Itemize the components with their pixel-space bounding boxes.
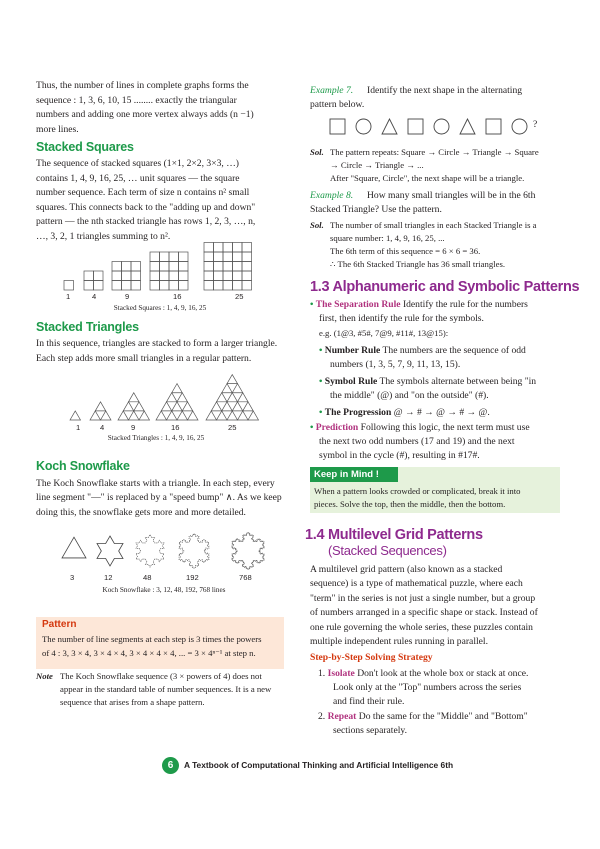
progression-text: @ → # → @ → # → @. — [393, 407, 490, 418]
squares-line: contains 1, 4, 9, 16, 25, … unit squares — the square — [36, 173, 240, 184]
pattern-line: The number of line segments at each step is 3 times the powers — [42, 634, 262, 644]
small-triangle — [217, 393, 228, 402]
intro-line: sequence : 1, 3, 6, 10, 15 ........ exactly the triangular — [36, 95, 237, 106]
koch-line: The Koch Snowflake starts with a triangle. In each step, every — [36, 478, 275, 489]
step2-title: Repeat — [327, 711, 357, 722]
grid-cell — [242, 271, 252, 281]
small-triangle — [70, 411, 81, 420]
step2-number: 2. — [318, 711, 326, 722]
example8-sol-label: Sol. — [310, 220, 324, 230]
example8-sol-line: The 6th term of this sequence = 6 × 6 = 36. — [330, 246, 481, 256]
triangle-label: 9 — [131, 423, 136, 432]
section14-line: "term" in the series is not just a single number, but a group — [310, 593, 536, 604]
grid-cell — [204, 243, 214, 253]
bullet-icon: • — [319, 407, 323, 418]
koch-label: 768 — [239, 573, 252, 582]
square-label: 4 — [92, 292, 97, 301]
small-triangle — [167, 393, 178, 402]
grid-cell — [150, 252, 160, 262]
grid-cell — [223, 243, 233, 253]
grid-cell — [223, 262, 233, 272]
book-title: A Textbook of Computational Thinking and Artificial Intelligence 6th — [184, 760, 454, 770]
example8-sol-line: The number of small triangles in each Stacked Triangle is a — [330, 220, 537, 230]
grid-cell — [204, 262, 214, 272]
section-1-4-heading: 1.4 Multilevel Grid Patterns — [305, 527, 483, 543]
grid-cell — [112, 262, 122, 272]
grid-cell — [150, 262, 160, 272]
koch-label: 48 — [143, 573, 152, 582]
small-triangle — [123, 402, 134, 411]
section14-line: sequence) is a type of mathematical puzzle, where each — [310, 578, 523, 589]
small-triangle — [188, 411, 199, 420]
circle-shape — [356, 119, 371, 134]
prediction-item — [310, 421, 530, 436]
koch-line: doing this, the snowflake gets more and more detailed. — [36, 507, 246, 518]
square-shape — [330, 119, 345, 134]
small-triangle — [238, 411, 249, 420]
square-label: 25 — [235, 292, 244, 301]
grid-cell — [214, 271, 224, 281]
separation-line: first, then identify the rule for the symbols. — [319, 313, 484, 324]
grid-cell — [150, 281, 160, 291]
example8-sol-line: square number: 1, 4, 9, 16, 25, ... — [330, 233, 445, 243]
grid-cell — [233, 281, 243, 291]
grid-cell — [160, 281, 170, 291]
number-rule-line: numbers (1, 3, 5, 7, 9, 11, 13, 15). — [330, 359, 461, 370]
separation-rule-title: The Separation Rule — [315, 299, 401, 310]
example7-sol-line: → Circle → Triangle → ... — [330, 160, 424, 170]
prediction-text: Following this logic, the next term must use — [360, 422, 530, 433]
triangle-label: 16 — [171, 423, 180, 432]
step2-text: Do the same for the "Middle" and "Bottom" — [358, 711, 528, 722]
section14-line: multiple independent rules running in parallel. — [310, 636, 488, 647]
small-triangle — [227, 393, 238, 402]
example7-line: Identify the next shape in the alternating — [367, 85, 523, 96]
triangles-line: Each step adds more small triangles in a regular pattern. — [36, 353, 252, 364]
small-triangle — [248, 411, 259, 420]
note-line: sequence that arises from a shape pattern. — [60, 697, 205, 707]
separation-rule-item — [310, 298, 528, 313]
koch-line: line segment "—" is replaced by a "speed bump" ∧. As we keep — [36, 492, 282, 503]
stacked-squares-caption: Stacked Squares : 1, 4, 9, 16, 25 — [113, 304, 207, 312]
small-triangle — [90, 411, 101, 420]
grid-cell — [204, 271, 214, 281]
square-label: 16 — [173, 292, 182, 301]
section-1-3-heading: 1.3 Alphanumeric and Symbolic Patterns — [310, 279, 580, 295]
grid-cell — [179, 281, 189, 291]
grid-cell — [131, 262, 141, 272]
grid-cell — [242, 243, 252, 253]
grid-cell — [179, 262, 189, 272]
koch-labels — [0, 573, 300, 585]
grid-cell — [214, 262, 224, 272]
squares-line: The sequence of stacked squares (1×1, 2×2, 3×3, …) — [36, 158, 239, 169]
grid-cell — [242, 262, 252, 272]
strategy-heading: Step-by-Step Solving Strategy — [310, 652, 433, 663]
number-rule-item — [319, 344, 526, 359]
grid-cell — [223, 271, 233, 281]
grid-cell — [214, 252, 224, 262]
stacked-squares-figure — [60, 240, 270, 292]
triangle-shape — [460, 119, 475, 134]
grid-cell — [94, 271, 104, 281]
koch-snowflake — [62, 537, 86, 558]
intro-line: Thus, the number of lines in complete graphs forms the — [36, 80, 249, 91]
small-triangle — [217, 411, 228, 420]
prediction-line: the next two odd numbers (17 and 19) and the next — [319, 436, 515, 447]
small-triangle — [129, 393, 140, 402]
bullet-icon: • — [310, 422, 314, 433]
small-triangle — [129, 411, 140, 420]
grid-cell — [112, 281, 122, 291]
stacked-triangles-caption: Stacked Triangles : 1, 4, 9, 16, 25 — [107, 434, 205, 442]
small-triangle — [172, 402, 183, 411]
example7-line: pattern below. — [310, 99, 365, 110]
pattern-label: Pattern — [42, 619, 77, 630]
section14-line: A multilevel grid pattern (also known as a stacked — [310, 564, 503, 575]
keep-in-mind-line: When a pattern looks crowded or complicated, break it into — [314, 486, 521, 496]
pattern-line: of 4 : 3, 3 × 4, 3 × 4 × 4, 3 × 4 × 4 × 4, ... = 3 × 4ⁿ⁻¹ at step n. — [42, 648, 256, 658]
progression-item — [319, 406, 490, 421]
squares-line: pattern — the nth stacked triangle has rows 1, 2, 3, …, n, — [36, 216, 256, 227]
pattern-box — [36, 617, 284, 669]
symbol-rule-item — [319, 375, 536, 390]
grid-cell — [179, 252, 189, 262]
grid-cell — [169, 252, 179, 262]
step2-item — [318, 710, 528, 725]
intro-line: more lines. — [36, 124, 79, 135]
triangle-shape — [382, 119, 397, 134]
note-line: The Koch Snowflake sequence (3 × powers of 4) does not — [60, 671, 262, 681]
koch-snowflake-figure — [50, 527, 290, 573]
small-triangle — [95, 402, 106, 411]
grid-cell — [233, 262, 243, 272]
heading-stacked-triangles: Stacked Triangles — [36, 320, 139, 334]
koch-label: 192 — [186, 573, 199, 582]
grid-cell — [84, 281, 94, 291]
koch-label: 12 — [104, 573, 113, 582]
separation-rule-text: Identify the rule for the numbers — [402, 299, 528, 310]
example7-sol-line: The pattern repeats: Square → Circle → Triangle → Square — [330, 147, 539, 157]
note-label: Note — [36, 671, 53, 681]
koch-snowflake — [179, 534, 209, 569]
small-triangle — [177, 411, 188, 420]
koch-snowflake — [232, 533, 264, 570]
koch-caption: Koch Snowflake : 3, 12, 48, 192, 768 lines — [102, 586, 226, 594]
example7-label: Example 7. — [310, 85, 354, 96]
koch-snowflake — [136, 535, 164, 567]
grid-cell — [214, 281, 224, 291]
step1-number: 1. — [318, 668, 326, 679]
heading-koch-snowflake: Koch Snowflake — [36, 459, 130, 473]
grid-cell — [179, 271, 189, 281]
triangles-line: In this sequence, triangles are stacked to form a larger triangle. — [36, 338, 278, 349]
example8-sol-line: ∴ The 6th Stacked Triangle has 36 small triangles. — [330, 259, 505, 269]
grid-cell — [233, 243, 243, 253]
step1-text: Don't look at the whole box or stack at once. — [357, 668, 529, 679]
small-triangle — [222, 402, 233, 411]
keep-in-mind-label: Keep in Mind ! — [310, 467, 398, 482]
prediction-line: symbol in the cycle (#), resulting in #17#. — [319, 450, 480, 461]
small-triangle — [101, 411, 112, 420]
grid-cell — [131, 281, 141, 291]
small-triangle — [243, 402, 254, 411]
step1-line: Look only at the "Top" numbers across the series — [333, 682, 522, 693]
small-triangle — [139, 411, 150, 420]
triangle-label: 4 — [100, 423, 105, 432]
step1-line: and find their rule. — [333, 696, 405, 707]
square-shape — [408, 119, 423, 134]
small-triangle — [211, 402, 222, 411]
progression-title: The Progression — [324, 407, 392, 418]
grid-cell — [233, 252, 243, 262]
grid-cell — [169, 281, 179, 291]
grid-cell — [94, 281, 104, 291]
small-triangle — [118, 411, 129, 420]
square-label: 9 — [125, 292, 130, 301]
bullet-icon: • — [319, 376, 323, 387]
step2-line: sections separately. — [333, 725, 407, 736]
grid-cell — [204, 252, 214, 262]
squares-line: …, 3, 2, 1 triangles summing to n². — [36, 231, 171, 242]
grid-cell — [64, 281, 74, 291]
prediction-title: Prediction — [315, 422, 359, 433]
small-triangle — [227, 411, 238, 420]
grid-cell — [233, 271, 243, 281]
page-number: 6 — [162, 757, 179, 774]
symbol-rule-line: the middle" (@) and "on the outside" (#). — [330, 390, 489, 401]
grid-cell — [131, 271, 141, 281]
stacked-triangles-figure — [60, 370, 280, 422]
squares-line: squares. This connects back to the "adding up and down" — [36, 202, 256, 213]
grid-cell — [223, 252, 233, 262]
keep-in-mind-line: pieces. Solve the top, then the middle, then the bottom. — [314, 499, 506, 509]
grid-cell — [160, 271, 170, 281]
example7-sol-line: After "Square, Circle", the next shape will be a triangle. — [330, 173, 525, 183]
grid-cell — [160, 252, 170, 262]
circle-shape — [434, 119, 449, 134]
grid-cell — [242, 281, 252, 291]
shape-question-mark: ? — [533, 119, 538, 130]
number-rule-title: Number Rule — [324, 345, 381, 356]
step1-title: Isolate — [327, 668, 355, 679]
example8-line: How many small triangles will be in the 6th — [367, 190, 536, 201]
example8-line: Stacked Triangle? Use the pattern. — [310, 204, 442, 215]
grid-cell — [223, 281, 233, 291]
section-1-4-subheading: (Stacked Sequences) — [328, 543, 447, 558]
section14-line: one rule governing the whole series, these puzzles contain — [310, 622, 533, 633]
intro-line: numbers and adding one more vertex always adds (n −1) — [36, 109, 254, 120]
small-triangle — [156, 411, 167, 420]
square-label: 1 — [66, 292, 71, 301]
bullet-icon: • — [319, 345, 323, 356]
small-triangle — [232, 402, 243, 411]
symbol-rule-title: Symbol Rule — [324, 376, 378, 387]
section14-line: of numbers arranged in a specific shape or stack. Instead of — [310, 607, 538, 618]
alternating-shapes-figure — [326, 116, 546, 138]
heading-stacked-squares: Stacked Squares — [36, 140, 134, 154]
grid-cell — [122, 281, 132, 291]
koch-label: 3 — [70, 573, 75, 582]
grid-cell — [122, 262, 132, 272]
separation-example: e.g. (1@3, #5#, 7@9, #11#, 13@15): — [319, 328, 449, 338]
example8-label: Example 8. — [310, 190, 354, 201]
step1-item — [318, 667, 528, 682]
grid-cell — [169, 271, 179, 281]
grid-cell — [169, 262, 179, 272]
small-triangle — [167, 411, 178, 420]
squares-labels — [0, 292, 300, 304]
grid-cell — [112, 271, 122, 281]
grid-cell — [242, 252, 252, 262]
grid-cell — [204, 281, 214, 291]
grid-cell — [160, 262, 170, 272]
small-triangle — [161, 402, 172, 411]
grid-cell — [84, 271, 94, 281]
koch-snowflake — [97, 536, 123, 566]
squares-line: number sequence. Each term of size n contains n² small — [36, 187, 250, 198]
small-triangle — [238, 393, 249, 402]
small-triangle — [222, 384, 233, 393]
small-triangle — [206, 411, 217, 420]
grid-cell — [150, 271, 160, 281]
small-triangle — [134, 402, 145, 411]
number-rule-text: The numbers are the sequence of odd — [382, 345, 526, 356]
symbol-rule-text: The symbols alternate between being "in — [379, 376, 537, 387]
small-triangle — [227, 375, 238, 384]
grid-cell — [122, 271, 132, 281]
small-triangle — [232, 384, 243, 393]
small-triangle — [172, 384, 183, 393]
grid-cell — [214, 243, 224, 253]
square-shape — [486, 119, 501, 134]
triangle-label: 1 — [76, 423, 81, 432]
circle-shape — [512, 119, 527, 134]
note-line: appear in the standard table of number sequences. It is a new — [60, 684, 272, 694]
bullet-icon: • — [310, 299, 314, 310]
small-triangle — [177, 393, 188, 402]
small-triangle — [182, 402, 193, 411]
example7-sol-label: Sol. — [310, 147, 324, 157]
triangle-label: 25 — [228, 423, 237, 432]
